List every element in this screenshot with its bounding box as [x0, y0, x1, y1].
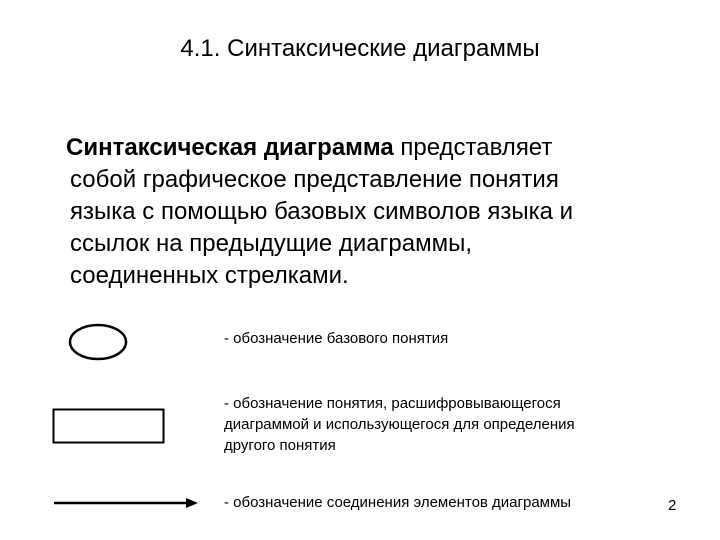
diagram-concept-rectangle-symbol: [52, 408, 166, 446]
definition-line-1: [66, 132, 690, 164]
definition-line-1-rest: представляет: [393, 134, 553, 161]
legend-arrow-text: - обозначение соединения элементов диаграммы: [224, 494, 572, 511]
definition-line-3: языка с помощью базовых символов языка и: [70, 198, 574, 225]
legend-ellipse-text: - обозначение базового понятия: [224, 330, 449, 347]
definition-term: Синтаксическая диаграмма: [66, 134, 394, 161]
legend-item-rectangle: [224, 393, 575, 456]
definition-line-2: собой графическое представление понятия: [70, 166, 559, 193]
legend-item-ellipse: [224, 328, 448, 349]
legend-item-arrow: [224, 492, 571, 513]
base-concept-ellipse-symbol: [68, 322, 130, 362]
connection-arrow-symbol: [52, 495, 202, 511]
legend-rectangle-text-line-3: другого понятия: [224, 437, 336, 454]
slide-title: 4.1. Синтаксические диаграммы: [180, 35, 540, 62]
legend-rectangle-text-line-2: диаграммой и использующегося для определения: [224, 416, 575, 433]
definition-line-4: ссылок на предыдущие диаграммы,: [70, 230, 473, 257]
definition-paragraph: [66, 132, 690, 292]
page-number: 2: [668, 497, 677, 514]
definition-line-5: соединенных стрелками.: [70, 262, 349, 289]
legend-rectangle-text-line-1: - обозначение понятия, расшифровывающегося: [224, 395, 561, 412]
